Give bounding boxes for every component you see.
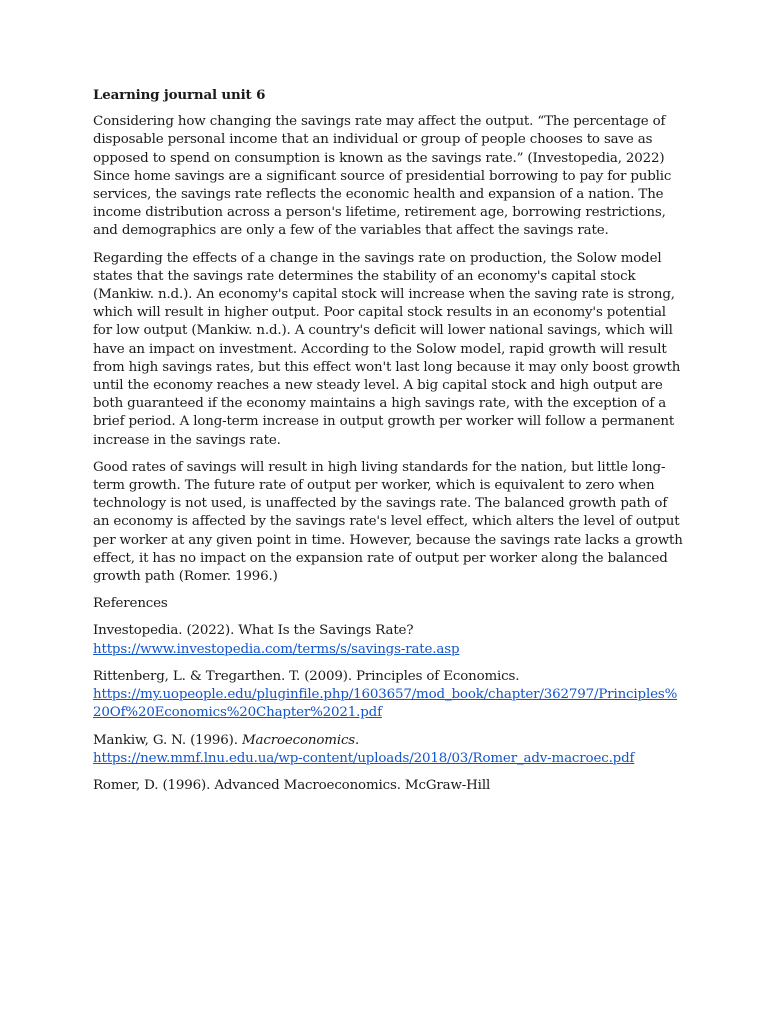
reference-mankiw [93, 732, 683, 768]
document-title: Learning journal unit 6 [93, 87, 266, 103]
reference-text [93, 732, 683, 750]
references-heading: References [93, 596, 168, 612]
paragraph-1: Considering how changing the savings rate may affect the output. “The percentage of disposable personal income that an individual or group of people chooses to save as opposed to spend on consumption is known as the savings rate.” (Investopedia, 2022) Since home savings are a significant source of presidential borrowing to pay for public services, the savings rate reflects the economic health and expansion of a nation. The income distribution across a person's lifetime, retirement age, borrowing restrictions, and demographics are only a few of the variables that affect the savings rate. [93, 114, 672, 239]
reference-link[interactable]: https://my.uopeople.edu/pluginfile.php/1603657/mod_book/chapter/362797/Principles%20Of%20Economics%20Chapter%2021.pdf [93, 687, 678, 721]
reference-investopedia [93, 622, 683, 658]
reference-text: Investopedia. (2022). What Is the Savings Rate? [93, 623, 414, 639]
reference-romer [93, 777, 683, 795]
reference-text: Rittenberg, L. & Tregarthen. T. (2009). Principles of Economics. [93, 668, 520, 684]
reference-link[interactable]: https://www.investopedia.com/terms/s/savings-rate.asp [93, 641, 460, 657]
reference-author: Mankiw, G. N. (1996). [93, 732, 242, 748]
document-page [93, 86, 683, 804]
paragraph-2: Regarding the effects of a change in the savings rate on production, the Solow model states that the savings rate determines the stability of an economy's capital stock (Mankiw. n.d.). An economy's capital stock will increase when the saving rate is strong, which will result in higher output. Poor capital stock results in an economy's potential for low output (Mankiw. n.d.). A country's deficit will lower national savings, which will have an impact on investment. According to the Solow model, rapid growth will result from high savings rates, but this effect won't last long because it may only boost growth until the economy reaches a new steady level. A big capital stock and high output are both guaranteed if the economy maintains a high savings rate, with the exception of a brief period. A long-term increase in output growth per worker will follow a permanent increase in the savings rate. [93, 250, 681, 448]
paragraph-3: Good rates of savings will result in high living standards for the nation, but little long-term growth. The future rate of output per worker, which is equivalent to zero when technology is not used, is unaffected by the savings rate. The balanced growth path of an economy is affected by the savings rate's level effect, which alters the level of output per worker at any given point in time. However, because the savings rate lacks a growth effect, it has no impact on the expansion rate of output per worker along the balanced growth path (Romer. 1996.) [93, 459, 683, 585]
reference-suffix: . [355, 732, 360, 748]
reference-rittenberg [93, 668, 683, 723]
reference-book-title: Macroeconomics [241, 732, 356, 748]
reference-link[interactable]: https://new.mmf.lnu.edu.ua/wp-content/uploads/2018/03/Romer_adv-macroec.pdf [93, 750, 635, 766]
reference-text: Romer, D. (1996). Advanced Macroeconomics. McGraw-Hill [93, 777, 491, 793]
